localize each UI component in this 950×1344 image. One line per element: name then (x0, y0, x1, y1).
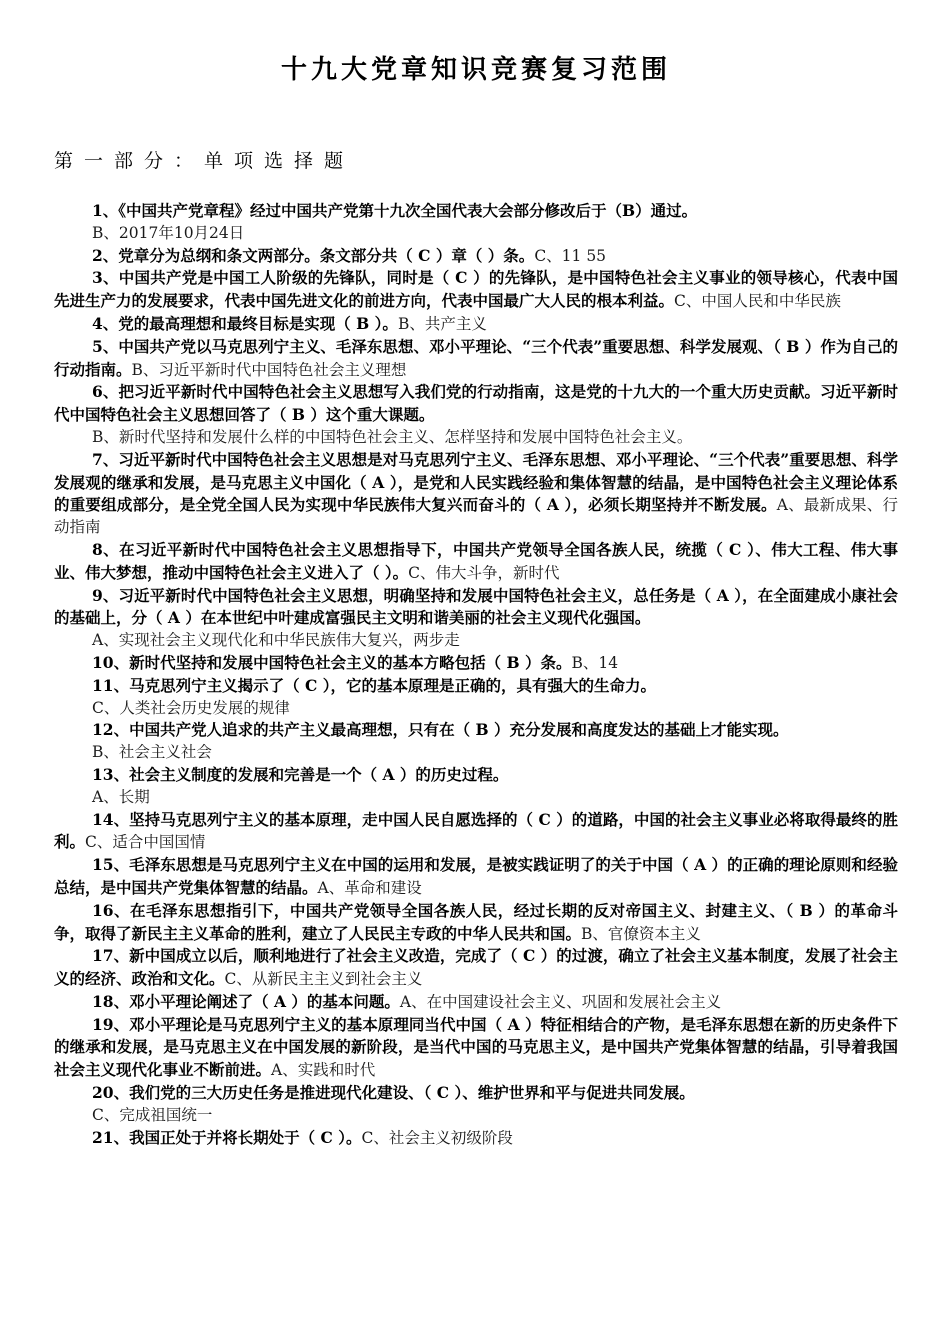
answer-line (54, 630, 898, 652)
question-text: 21、我国正处于并将长期处于（ C ）。 (92, 1127, 362, 1147)
question-item (54, 245, 898, 268)
question-item (54, 1082, 898, 1105)
answer-text: A、长期 (92, 787, 150, 806)
question-text: 7、习近平新时代中国特色社会主义思想是对马克思列宁主义、毛泽东思想、邓小平理论、“三个代表”重要思想、科学发展观的继承和发展，是马克思主义中国化（ A ），是党和人民实践经验和集体智慧的结晶，是中国特色社会主义理论体系的重要组成部分，是全党全国人民为实现中华民族伟大复兴而奋斗的（ A ），必须长期坚持并不断发展。 (54, 449, 898, 515)
answer-text: B、2017年10月24日 (92, 223, 245, 242)
answer-text: A、实践和时代 (271, 1061, 376, 1080)
question-text: 5、中国共产党以马克思列宁主义、毛泽东思想、邓小平理论、“三个代表”重要思想、科学发展观、（ B ）作为自己的行动指南。 (54, 336, 898, 379)
question-item (54, 1014, 898, 1082)
question-text: 2、党章分为总纲和条文两部分。条文部分共（ C ）章（ ）条。 (92, 245, 535, 265)
question-text: 20、我们党的三大历史任务是推进现代化建设、（ C ）、维护世界和平与促进共同发展。 (92, 1083, 695, 1103)
answer-line (54, 742, 898, 764)
question-item (54, 900, 898, 946)
question-item (54, 764, 898, 787)
question-text: 8、在习近平新时代中国特色社会主义思想指导下，中国共产党领导全国各族人民，统揽（ C ）、伟大工程、伟大事业、伟大梦想，推动中国特色社会主义进入了（ ）。 (54, 539, 898, 582)
question-text: 19、邓小平理论是马克思列宁主义的基本原理同当代中国（ A ）特征相结合的产物，是毛泽东思想在新的历史条件下的继承和发展，是马克思主义在中国发展的新阶段，是当代中国的马克思主义，是中国共产党集体智慧的结晶，引导着我国社会主义现代化事业不断前进。 (54, 1014, 898, 1080)
answer-text: A、在中国建设社会主义、巩固和发展社会主义 (399, 992, 722, 1011)
answer-text: B、习近平新时代中国特色社会主义理想 (131, 360, 407, 379)
answer-text: C、从新民主主义到社会主义 (224, 970, 423, 989)
question-text: 14、坚持马克思列宁主义的基本原理，走中国人民自愿选择的（ C ）的道路，中国的社会主义事业必将取得最终的胜利。 (54, 809, 898, 852)
question-text: 15、毛泽东思想是马克思列宁主义在中国的运用和发展，是被实践证明了的关于中国（ A ）的正确的理论原则和经验总结，是中国共产党集体智慧的结晶。 (54, 855, 898, 897)
answer-text: A、实现社会主义现代化和中华民族伟大复兴，两步走 (92, 631, 460, 650)
question-item (54, 336, 898, 382)
question-item (54, 313, 898, 336)
question-text: 1、《中国共产党章程》经过中国共产党第十九次全国代表大会部分修改后于（B）通过。 (92, 201, 698, 220)
question-item (54, 719, 898, 742)
answer-text: C、11 55 (534, 246, 607, 265)
answer-text: C、人类社会历史发展的规律 (92, 698, 290, 717)
question-item (54, 267, 898, 313)
answer-line (54, 1105, 898, 1127)
answer-text: C、适合中国国情 (85, 833, 206, 852)
question-item (54, 585, 898, 631)
answer-text: B、新时代坚持和发展什么样的中国特色社会主义、怎样坚持和发展中国特色社会主义。 (92, 427, 693, 446)
answer-text: C、伟大斗争，新时代 (408, 563, 560, 582)
question-item (54, 449, 898, 539)
question-list (54, 200, 898, 1149)
answer-line (54, 698, 898, 720)
section-heading: 第一部分：单项选择题 (54, 150, 355, 172)
question-text: 17、新中国成立以后，顺利地进行了社会主义改造，完成了（ C ）的过渡，确立了社会主义基本制度，发展了社会主义的经济、政治和文化。 (54, 946, 898, 989)
question-text: 16、在毛泽东思想指引下，中国共产党领导全国各族人民，经过长期的反对帝国主义、封建主义、（ B ）的革命斗争，取得了新民主主义革命的胜利，建立了人民民主专政的中华人民共和国。 (54, 900, 898, 943)
question-text: 10、新时代坚持和发展中国特色社会主义的基本方略包括（ B ）条。 (92, 652, 572, 672)
answer-line (54, 223, 898, 245)
answer-text: B、官僚资本主义 (581, 924, 701, 943)
question-item (54, 675, 898, 698)
question-item (54, 991, 898, 1014)
question-text: 18、邓小平理论阐述了（ A ）的基本问题。 (92, 991, 400, 1011)
question-text: 13、社会主义制度的发展和完善是一个（ A ）的历史过程。 (92, 764, 509, 784)
answer-line (54, 787, 898, 809)
answer-text: A、最新成果、行动指南 (54, 496, 898, 537)
question-item (54, 945, 898, 991)
answer-text: C、完成祖国统一 (92, 1105, 213, 1124)
answer-text: B、共产主义 (397, 314, 487, 333)
answer-text: A、革命和建设 (317, 878, 422, 897)
question-item (54, 381, 898, 427)
question-text: 9、习近平新时代中国特色社会主义思想，明确坚持和发展中国特色社会主义，总任务是（ A ），在全面建成小康社会的基础上，分（ A ）在本世纪中叶建成富强民主文明和谐美丽的社会主义现代化强国。 (54, 585, 898, 628)
answer-text: B、14 (571, 653, 619, 672)
question-item (54, 854, 898, 900)
question-item (54, 539, 898, 585)
question-text: 3、中国共产党是中国工人阶级的先锋队，同时是（ C ）的先锋队，是中国特色社会主义事业的领导核心，代表中国先进生产力的发展要求，代表中国先进文化的前进方向，代表中国最广大人民的根本利益。 (54, 268, 898, 311)
document-title: 十九大党章知识竞赛复习范围 (280, 55, 671, 85)
question-text: 12、中国共产党人追求的共产主义最高理想，只有在（ B ）充分发展和高度发达的基础上才能实现。 (92, 720, 789, 740)
question-item (54, 652, 898, 675)
question-text: 11、马克思列宁主义揭示了（ C ），它的基本原理是正确的，具有强大的生命力。 (92, 675, 656, 695)
question-item (54, 200, 898, 223)
question-item (54, 809, 898, 855)
answer-text: C、中国人民和中华民族 (674, 292, 841, 311)
answer-text: C、社会主义初级阶段 (361, 1128, 513, 1147)
question-item (54, 1127, 898, 1150)
question-text: 4、党的最高理想和最终目标是实现（ B ）。 (92, 313, 398, 333)
answer-line (54, 427, 898, 449)
question-text: 6、把习近平新时代中国特色社会主义思想写入我们党的行动指南，这是党的十九大的一个重大历史贡献。习近平新时代中国特色社会主义思想回答了（ B ）这个重大课题。 (54, 382, 898, 425)
answer-text: B、社会主义社会 (92, 743, 212, 762)
